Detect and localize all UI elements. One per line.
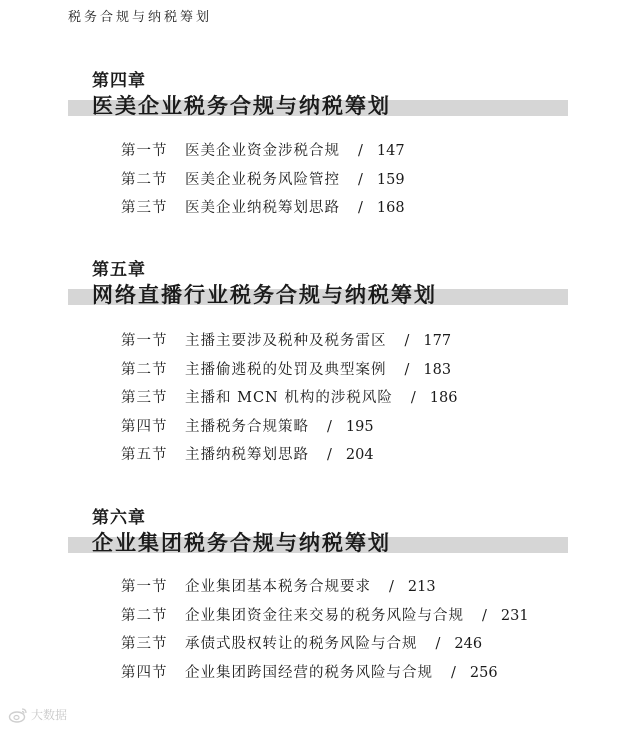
section-number: 第三节 [121, 390, 168, 406]
chapter-label: 第六章 [92, 508, 146, 528]
section-title: 主播主要涉及税种及税务雷区 [185, 333, 387, 349]
section-number: 第四节 [121, 664, 168, 681]
toc-entry[interactable] [121, 630, 529, 659]
toc-entry[interactable] [121, 573, 529, 602]
running-head: 税务合规与纳税筹划 [68, 10, 213, 25]
toc-entry[interactable] [121, 327, 457, 356]
separator: / [482, 607, 487, 624]
section-number: 第二节 [121, 361, 168, 378]
toc-entry[interactable] [121, 137, 405, 166]
section-title: 主播偷逃税的处罚及典型案例 [185, 361, 387, 378]
separator: / [358, 200, 363, 216]
page-number: 246 [454, 636, 483, 652]
page-number: 168 [376, 200, 405, 216]
page-number: 213 [407, 579, 436, 595]
section-number: 第一节 [121, 333, 168, 349]
section-number: 第二节 [121, 171, 168, 188]
page-number: 231 [500, 607, 529, 624]
page-number: 183 [423, 361, 452, 378]
section-title: 主播纳税筹划思路 [185, 447, 309, 463]
separator: / [404, 333, 410, 349]
separator: / [410, 390, 416, 406]
section-list [121, 573, 529, 687]
separator: / [327, 447, 332, 463]
separator: / [451, 664, 456, 681]
toc-entry[interactable] [121, 602, 529, 631]
chapter-title: 医美企业税务合规与纳税筹划 [92, 94, 391, 118]
page-number: 256 [469, 664, 498, 681]
section-number: 第三节 [121, 636, 168, 652]
toc-entry[interactable] [121, 356, 457, 385]
page-number: 195 [345, 418, 374, 435]
page-number: 186 [429, 390, 458, 406]
chapter-title: 企业集团税务合规与纳税筹划 [92, 531, 391, 555]
section-number: 第五节 [121, 447, 168, 463]
separator: / [404, 361, 410, 378]
separator: / [358, 171, 363, 188]
watermark-text: 大数据 [31, 708, 68, 722]
section-number: 第一节 [121, 579, 168, 595]
separator: / [435, 636, 441, 652]
weibo-logo-icon [8, 707, 28, 723]
section-title: 企业集团基本税务合规要求 [185, 579, 371, 595]
section-list [121, 137, 405, 223]
section-title: 医美企业纳税筹划思路 [185, 200, 340, 216]
toc-entry[interactable] [121, 384, 457, 413]
page-number: 177 [423, 333, 452, 349]
section-number: 第二节 [121, 607, 168, 624]
chapter-title: 网络直播行业税务合规与纳税筹划 [92, 283, 437, 307]
section-number: 第三节 [121, 200, 168, 216]
section-number: 第四节 [121, 418, 168, 435]
separator: / [327, 418, 332, 435]
section-list [121, 327, 457, 470]
page-number: 204 [345, 447, 374, 463]
toc-entry[interactable] [121, 166, 405, 195]
page-number: 147 [376, 143, 405, 159]
toc-entry[interactable] [121, 413, 457, 442]
section-title: 医美企业税务风险管控 [185, 171, 340, 188]
page-number: 159 [376, 171, 405, 188]
section-title: 主播和 MCN 机构的涉税风险 [185, 390, 393, 406]
toc-entry[interactable] [121, 194, 405, 223]
toc-entry[interactable] [121, 441, 457, 470]
toc-entry[interactable] [121, 659, 529, 688]
section-title: 主播税务合规策略 [185, 418, 309, 435]
section-title: 企业集团资金往来交易的税务风险与合规 [185, 607, 464, 624]
chapter-label: 第四章 [92, 71, 146, 91]
separator: / [358, 143, 363, 159]
section-title: 承债式股权转让的税务风险与合规 [185, 636, 418, 652]
separator: / [389, 579, 394, 595]
section-title: 医美企业资金涉税合规 [185, 143, 340, 159]
section-title: 企业集团跨国经营的税务风险与合规 [185, 664, 433, 681]
chapter-label: 第五章 [92, 260, 146, 280]
watermark [8, 706, 67, 723]
section-number: 第一节 [121, 143, 168, 159]
